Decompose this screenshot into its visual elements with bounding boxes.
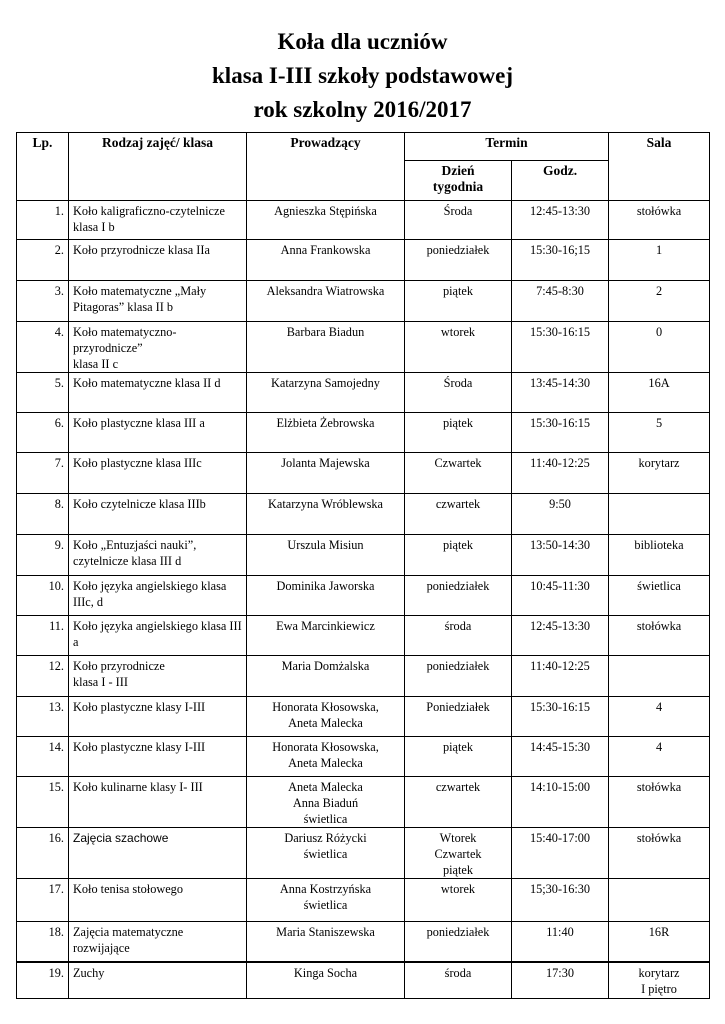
row-time: 17:30 <box>512 962 609 999</box>
row-number: 1. <box>17 201 69 240</box>
row-teacher: Agnieszka Stępińska <box>247 201 405 240</box>
row-day: Środa <box>405 201 512 240</box>
row-room <box>609 494 710 535</box>
row-teacher: Barbara Biadun <box>247 322 405 373</box>
row-number: 17. <box>17 879 69 922</box>
row-day: Czwartek <box>405 453 512 494</box>
row-teacher: Ewa Marcinkiewicz <box>247 616 405 656</box>
row-teacher: Aneta Malecka Anna Biaduń świetlica <box>247 777 405 828</box>
row-activity: Koło przyrodnicze klasa IIa <box>69 240 247 281</box>
table-row <box>17 535 710 576</box>
table-row <box>17 922 710 962</box>
row-number: 2. <box>17 240 69 281</box>
table-row <box>17 962 710 999</box>
row-room: świetlica <box>609 576 710 616</box>
row-number: 12. <box>17 656 69 697</box>
row-day: Wtorek Czwartek piątek <box>405 828 512 879</box>
row-time: 10:45-11:30 <box>512 576 609 616</box>
row-number: 4. <box>17 322 69 373</box>
row-teacher: Honorata Kłosowska, Aneta Malecka <box>247 737 405 777</box>
row-number: 3. <box>17 281 69 322</box>
row-time: 15:30-16:15 <box>512 413 609 453</box>
row-teacher: Kinga Socha <box>247 962 405 999</box>
row-time: 9:50 <box>512 494 609 535</box>
header-lp: Lp. <box>17 133 69 201</box>
row-teacher: Maria Staniszewska <box>247 922 405 962</box>
row-teacher: Urszula Misiun <box>247 535 405 576</box>
row-time: 15:30-16:15 <box>512 322 609 373</box>
row-day: piątek <box>405 535 512 576</box>
row-number: 14. <box>17 737 69 777</box>
row-number: 10. <box>17 576 69 616</box>
row-day: czwartek <box>405 494 512 535</box>
row-time: 14:45-15:30 <box>512 737 609 777</box>
header-day: Dzień tygodnia <box>405 161 512 201</box>
row-room: 16R <box>609 922 710 962</box>
row-number: 19. <box>17 962 69 999</box>
table-row <box>17 656 710 697</box>
row-time: 11:40-12:25 <box>512 656 609 697</box>
row-day: środa <box>405 616 512 656</box>
row-teacher: Anna Kostrzyńska świetlica <box>247 879 405 922</box>
row-time: 11:40 <box>512 922 609 962</box>
row-activity: Koło języka angielskiego klasa III a <box>69 616 247 656</box>
table-row <box>17 616 710 656</box>
header-term: Termin <box>405 133 609 161</box>
row-day: Poniedziałek <box>405 697 512 737</box>
row-day: środa <box>405 962 512 999</box>
row-room: 0 <box>609 322 710 373</box>
row-day: poniedziałek <box>405 240 512 281</box>
row-activity: Koło kulinarne klasy I- III <box>69 777 247 828</box>
table-row <box>17 494 710 535</box>
row-time: 12:45-13:30 <box>512 616 609 656</box>
row-teacher: Honorata Kłosowska, Aneta Malecka <box>247 697 405 737</box>
row-activity: Koło plastyczne klasa III a <box>69 413 247 453</box>
table-row <box>17 879 710 922</box>
row-room: 4 <box>609 697 710 737</box>
table-row <box>17 576 710 616</box>
table-row <box>17 201 710 240</box>
row-teacher: Jolanta Majewska <box>247 453 405 494</box>
row-teacher: Aleksandra Wiatrowska <box>247 281 405 322</box>
row-number: 5. <box>17 373 69 413</box>
row-time: 13:50-14:30 <box>512 535 609 576</box>
row-teacher: Dominika Jaworska <box>247 576 405 616</box>
document-title-line1: Koła dla uczniów <box>277 29 448 54</box>
table-row <box>17 453 710 494</box>
document-title-line2: klasa I-III szkoły podstawowej <box>212 63 513 88</box>
row-day: Środa <box>405 373 512 413</box>
row-number: 9. <box>17 535 69 576</box>
row-day: poniedziałek <box>405 922 512 962</box>
row-activity: Koło kaligraficzno-czytelnicze klasa I b <box>69 201 247 240</box>
row-activity: Koło plastyczne klasy I-III <box>69 697 247 737</box>
row-room: stołówka <box>609 828 710 879</box>
row-room <box>609 656 710 697</box>
row-day: piątek <box>405 413 512 453</box>
row-activity: Koło czytelnicze klasa IIIb <box>69 494 247 535</box>
row-room <box>609 879 710 922</box>
row-room: 2 <box>609 281 710 322</box>
header-type: Rodzaj zajęć/ klasa <box>69 133 247 201</box>
row-activity: Zajęcia matematyczne rozwijające <box>69 922 247 962</box>
row-number: 8. <box>17 494 69 535</box>
row-room: 1 <box>609 240 710 281</box>
table-row <box>17 737 710 777</box>
row-activity: Koło matematyczne „Mały Pitagoras” klasa II b <box>69 281 247 322</box>
row-number: 15. <box>17 777 69 828</box>
row-number: 6. <box>17 413 69 453</box>
row-time: 15:30-16;15 <box>512 240 609 281</box>
row-time: 14:10-15:00 <box>512 777 609 828</box>
row-day: piątek <box>405 281 512 322</box>
row-room: 4 <box>609 737 710 777</box>
header-room: Sala <box>609 133 710 201</box>
table-row <box>17 828 710 879</box>
row-number: 18. <box>17 922 69 962</box>
row-number: 11. <box>17 616 69 656</box>
row-time: 7:45-8:30 <box>512 281 609 322</box>
schedule-table <box>16 132 710 999</box>
row-room: korytarz I piętro <box>609 962 710 999</box>
table-row <box>17 373 710 413</box>
row-day: piątek <box>405 737 512 777</box>
row-room: biblioteka <box>609 535 710 576</box>
table-row <box>17 777 710 828</box>
row-day: czwartek <box>405 777 512 828</box>
row-day: wtorek <box>405 322 512 373</box>
row-day: poniedziałek <box>405 576 512 616</box>
table-row <box>17 281 710 322</box>
row-room: stołówka <box>609 777 710 828</box>
header-time: Godz. <box>512 161 609 201</box>
table-row <box>17 697 710 737</box>
row-activity: Koło języka angielskiego klasa IIIc, d <box>69 576 247 616</box>
row-activity: Koło tenisa stołowego <box>69 879 247 922</box>
row-activity: Koło matematyczno-przyrodnicze” klasa II c <box>69 322 247 373</box>
row-number: 7. <box>17 453 69 494</box>
row-teacher: Elżbieta Żebrowska <box>247 413 405 453</box>
table-row <box>17 322 710 373</box>
row-number: 13. <box>17 697 69 737</box>
row-activity: Koło matematyczne klasa II d <box>69 373 247 413</box>
row-room: korytarz <box>609 453 710 494</box>
row-teacher: Anna Frankowska <box>247 240 405 281</box>
row-time: 11:40-12:25 <box>512 453 609 494</box>
row-activity: Koło plastyczne klasy I-III <box>69 737 247 777</box>
table-row <box>17 240 710 281</box>
row-time: 13:45-14:30 <box>512 373 609 413</box>
row-room: stołówka <box>609 201 710 240</box>
row-room: 16A <box>609 373 710 413</box>
row-number: 16. <box>17 828 69 879</box>
row-teacher: Katarzyna Wróblewska <box>247 494 405 535</box>
table-row <box>17 413 710 453</box>
row-activity: Koło plastyczne klasa IIIc <box>69 453 247 494</box>
row-day: poniedziałek <box>405 656 512 697</box>
row-time: 15;30-16:30 <box>512 879 609 922</box>
row-teacher: Katarzyna Samojedny <box>247 373 405 413</box>
row-teacher: Dariusz Różycki świetlica <box>247 828 405 879</box>
row-time: 15:40-17:00 <box>512 828 609 879</box>
row-activity: Koło „Entuzjaści nauki”, czytelnicze klasa III d <box>69 535 247 576</box>
document-title-line3: rok szkolny 2016/2017 <box>253 97 472 122</box>
row-day: wtorek <box>405 879 512 922</box>
row-room: stołówka <box>609 616 710 656</box>
row-activity: Zajęcia szachowe <box>69 828 247 879</box>
row-time: 15:30-16:15 <box>512 697 609 737</box>
row-activity: Koło przyrodnicze klasa I - III <box>69 656 247 697</box>
header-teacher: Prowadzący <box>247 133 405 201</box>
row-room: 5 <box>609 413 710 453</box>
row-activity: Zuchy <box>69 962 247 999</box>
row-time: 12:45-13:30 <box>512 201 609 240</box>
row-teacher: Maria Domżalska <box>247 656 405 697</box>
